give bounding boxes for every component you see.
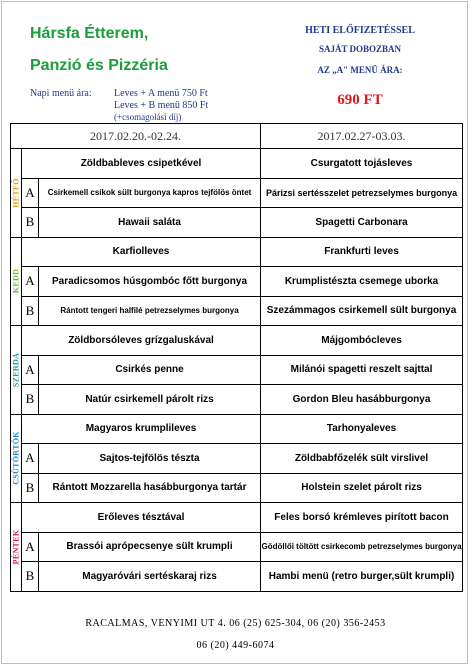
soup-row [11,237,463,267]
dish-week1: Csirkemell csíkok sült burgonya kapros tejfölös öntet [39,178,261,208]
menu-letter-b: B [22,562,39,592]
day-label-cell [11,414,22,503]
dish-week2: Zöldbabfőzelék sült virslivel [261,444,463,474]
own-box-line: SAJÁT DOBOZBAN [318,44,402,54]
day-label: CSÜTÖRTÖK [11,431,21,486]
a-menu-price-label: AZ „A" MENÜ ÁRA: [317,65,403,75]
dish-week2: Milánói spagetti reszelt sajttal [261,355,463,385]
weekly-price: 690 FT [337,92,383,108]
daily-menu-price-label: Napi menü ára: [30,88,92,99]
soup-week1: Zöldborsóleves grízgaluskával [22,326,261,356]
menu-letter-a: A [22,178,39,208]
day-label-cell [11,326,22,415]
dish-week1: Sajtos-tejfölös tészta [39,444,261,474]
dish-week1: Rántott tengeri halfilé petrezselymes burgonya [39,296,261,326]
dish-week2: Szezámmagos csirkemell sült burgonya [261,296,463,326]
menu-letter-b: B [22,296,39,326]
soup-row [11,149,463,179]
dish-week2: Párizsi sertésszelet petrezselymes burgonya [261,178,463,208]
soup-week1: Zöldbableves csipetkével [22,149,261,179]
menu-letter-a: A [22,267,39,297]
week2-dates: 2017.02.27-03.03. [261,124,463,149]
dish-week2: Gordon Bleu hasábburgonya [261,385,463,415]
soup-week2: Feles borsó krémleves pirított bacon [261,503,463,533]
soup-week2: Csurgatott tojásleves [261,149,463,179]
soup-week1: Erőleves tésztával [22,503,261,533]
daily-price-soup-a: Leves + A menü 750 Ft [114,88,208,99]
menu-letter-a: A [22,355,39,385]
day-label-cell [11,503,22,592]
soup-row [11,414,463,444]
dish-week2: Krumplistészta csemege uborka [261,267,463,297]
soup-row [11,326,463,356]
packaging-fee-note: (+csomagolási díj) [114,112,182,122]
menu-a-row [11,267,463,297]
menu-letter-a: A [22,532,39,562]
day-label: KEDD [11,269,21,294]
dish-week1: Rántott Mozzarella hasábburgonya tartár [39,473,261,503]
day-label: SZERDA [11,352,21,387]
menu-table [10,123,463,592]
day-label: HÉTFŐ [11,177,21,208]
menu-b-row [11,296,463,326]
soup-week2: Tarhonyaleves [261,414,463,444]
soup-week1: Magyaros krumplileves [22,414,261,444]
dish-week2: Gödöllői töltött csirkecomb petrezselymes burgonya [261,532,463,562]
soup-week1: Karfiolleves [22,237,261,267]
soup-week2: Májgombócleves [261,326,463,356]
dish-week2: Holstein szelet párolt rizs [261,473,463,503]
menu-a-row [11,178,463,208]
soup-row [11,503,463,533]
dish-week1: Magyaróvári sertéskaraj rizs [39,562,261,592]
menu-letter-b: B [22,473,39,503]
dish-week1: Hawaii saláta [39,208,261,238]
dish-week1: Csirkés penne [39,355,261,385]
restaurant-subtitle: Panzió és Pizzéria [30,57,168,74]
week1-dates: 2017.02.20.-02.24. [11,124,261,149]
menu-letter-b: B [22,385,39,415]
footer-phone: 06 (20) 449-6074 [196,640,275,651]
day-label: PÉNTEK [11,529,21,565]
dish-week2: Hambi menü (retro burger,sült krumpli) [261,562,463,592]
weekly-subscription-line: HETI ELŐFIZETÉSSEL [305,25,415,36]
menu-letter-a: A [22,444,39,474]
menu-b-row [11,562,463,592]
day-label-cell [11,237,22,326]
daily-price-soup-b: Leves + B menü 850 Ft [114,100,209,111]
day-label-cell [11,149,22,238]
footer-address: RACALMAS, VENYIMI UT 4. 06 (25) 625-304, 06 (20) 356-2453 [85,618,386,629]
soup-week2: Frankfurti leves [261,237,463,267]
dish-week2: Spagetti Carbonara [261,208,463,238]
menu-b-row [11,385,463,415]
restaurant-name: Hársfa Étterem, [30,25,149,42]
menu-letter-b: B [22,208,39,238]
dish-week1: Natúr csirkemell párolt rizs [39,385,261,415]
menu-a-row [11,355,463,385]
dish-week1: Paradicsomos húsgombóc főtt burgonya [39,267,261,297]
menu-a-row [11,532,463,562]
week-header-row [11,124,463,149]
menu-a-row [11,444,463,474]
menu-b-row [11,208,463,238]
menu-b-row [11,473,463,503]
dish-week1: Brassói aprópecsenye sült krumpli [39,532,261,562]
